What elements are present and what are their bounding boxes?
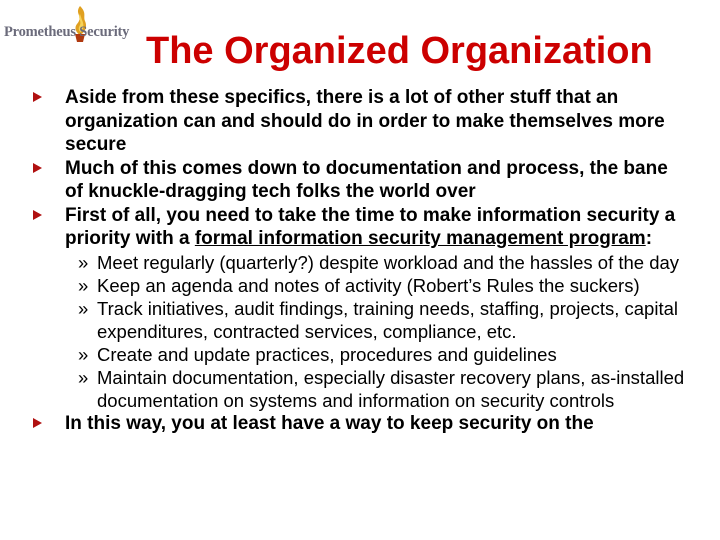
bullet-arrow-icon: [33, 210, 42, 220]
sub-bullet-item: [0, 251, 720, 274]
bullet-text: In this way, you at least have a way to keep security on the: [65, 412, 594, 434]
bullet-text: Much of this comes down to documentation and process, the bane of knuckle-dragging tech folks the world over: [65, 157, 668, 202]
bullet-text-suffix: :: [645, 228, 653, 249]
sub-bullet-text: Track initiatives, audit findings, training needs, staffing, projects, capital expenditures, contracted services, compliance, etc.: [97, 297, 678, 342]
sub-bullet-item: [0, 297, 720, 343]
sub-bullet-text: Create and update practices, procedures and guidelines: [97, 343, 557, 365]
sub-bullet-text: Keep an agenda and notes of activity (Robert’s Rules the suckers): [97, 274, 640, 296]
bullet-item: [0, 204, 720, 251]
bullet-arrow-icon: [33, 92, 42, 102]
sub-bullet-marker: »: [78, 274, 89, 296]
sub-bullet-marker: »: [78, 366, 89, 388]
sub-bullet-item: [0, 343, 720, 366]
bullet-item: [0, 157, 720, 204]
slide-content: [0, 86, 720, 540]
sub-bullet-item: [0, 366, 720, 412]
logo-text: Prometheus Security: [4, 24, 130, 40]
bullet-arrow-icon: [33, 163, 42, 173]
company-logo: [4, 4, 154, 48]
bullet-text: Aside from these specifics, there is a lot of other stuff that an organization can and should do in order to make themselves more secure: [65, 87, 665, 155]
bullet-text: First of all, you need to take the time to make information security a priority with a: [65, 204, 676, 249]
sub-bullet-text: Maintain documentation, especially disaster recovery plans, as-installed documentation on systems and information on security controls: [97, 366, 685, 411]
sub-bullet-marker: »: [78, 297, 89, 319]
bullet-item: [0, 412, 720, 436]
bullet-item: [0, 86, 720, 157]
sub-bullet-item: [0, 274, 720, 297]
security-program-link[interactable]: formal information security management program: [194, 228, 646, 249]
sub-bullet-text: Meet regularly (quarterly?) despite workload and the hassles of the day: [97, 251, 680, 273]
sub-bullet-marker: »: [78, 251, 89, 273]
sub-bullet-marker: »: [78, 343, 89, 365]
bullet-arrow-icon: [33, 418, 42, 428]
slide-title: The Organized Organization: [146, 30, 653, 72]
